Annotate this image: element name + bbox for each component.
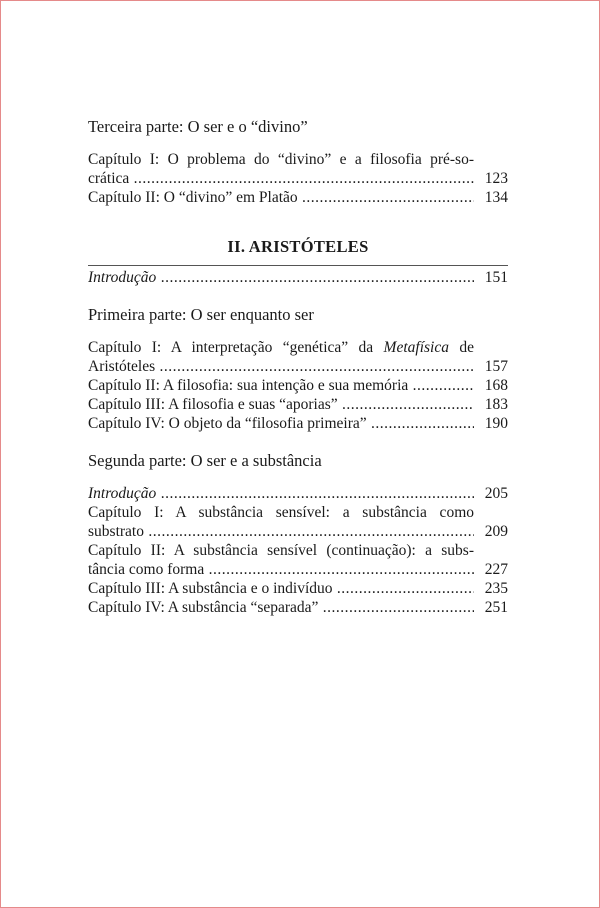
toc-entry — [88, 579, 508, 598]
page-number: 235 — [484, 580, 508, 597]
section-title: II. ARISTÓTELES — [227, 237, 369, 256]
toc-entry — [88, 598, 508, 617]
table-of-contents — [88, 117, 508, 635]
toc-entry — [88, 357, 508, 376]
page-number: 134 — [484, 189, 508, 206]
page-number: 205 — [484, 485, 508, 502]
toc-entry — [88, 268, 508, 287]
entry-text: Capítulo IV: A substância “separada” — [88, 599, 319, 616]
page-number: 151 — [484, 269, 508, 286]
page-number: 209 — [484, 523, 508, 540]
entry-text: Introdução — [88, 485, 157, 502]
toc-entry — [88, 560, 508, 579]
toc-entry — [88, 376, 508, 395]
toc-entry — [88, 169, 508, 188]
entry-text: Aristóteles — [88, 358, 156, 375]
entry-line: Capítulo II: A substância sensível (continuação): a subs- — [88, 542, 474, 559]
entry-text: Introdução — [88, 269, 157, 286]
part-segunda — [88, 451, 508, 617]
toc-entry — [88, 484, 508, 503]
entry-text: crática — [88, 170, 130, 187]
entry-text: Capítulo II: O “divino” em Platão — [88, 189, 298, 206]
toc-entry — [88, 395, 508, 414]
entry-text: Capítulo III: A filosofia e suas “aporias” — [88, 396, 338, 413]
entry-line: Capítulo I: A interpretação “genética” da Metafísica de — [88, 339, 474, 356]
toc-entry — [88, 414, 508, 433]
page-number: 183 — [484, 396, 508, 413]
page-number: 251 — [484, 599, 508, 616]
entry-text: substrato — [88, 523, 144, 540]
part-terceira — [88, 117, 508, 207]
entry-text: Capítulo III: A substância e o indivíduo — [88, 580, 333, 597]
part-title: Segunda parte: O ser e a substância — [88, 451, 322, 470]
entry-line: Capítulo I: O problema do “divino” e a filosofia pré-so- — [88, 151, 474, 168]
entry-text: Capítulo IV: O objeto da “filosofia primeira” — [88, 415, 367, 432]
part-primeira — [88, 305, 508, 433]
toc-entry — [88, 188, 508, 207]
part-title: Primeira parte: O ser enquanto ser — [88, 305, 314, 324]
page-number: 123 — [484, 170, 508, 187]
page-number: 168 — [484, 377, 508, 394]
toc-entry — [88, 522, 508, 541]
entry-text: Capítulo II: A filosofia: sua intenção e sua memória — [88, 377, 409, 394]
entry-text: tância como forma — [88, 561, 205, 578]
part-title: Terceira parte: O ser e o “divino” — [88, 117, 308, 136]
entry-line: Capítulo I: A substância sensível: a substância como — [88, 504, 474, 521]
page-number: 190 — [484, 415, 508, 432]
page-number: 157 — [484, 358, 508, 375]
page-number: 227 — [484, 561, 508, 578]
